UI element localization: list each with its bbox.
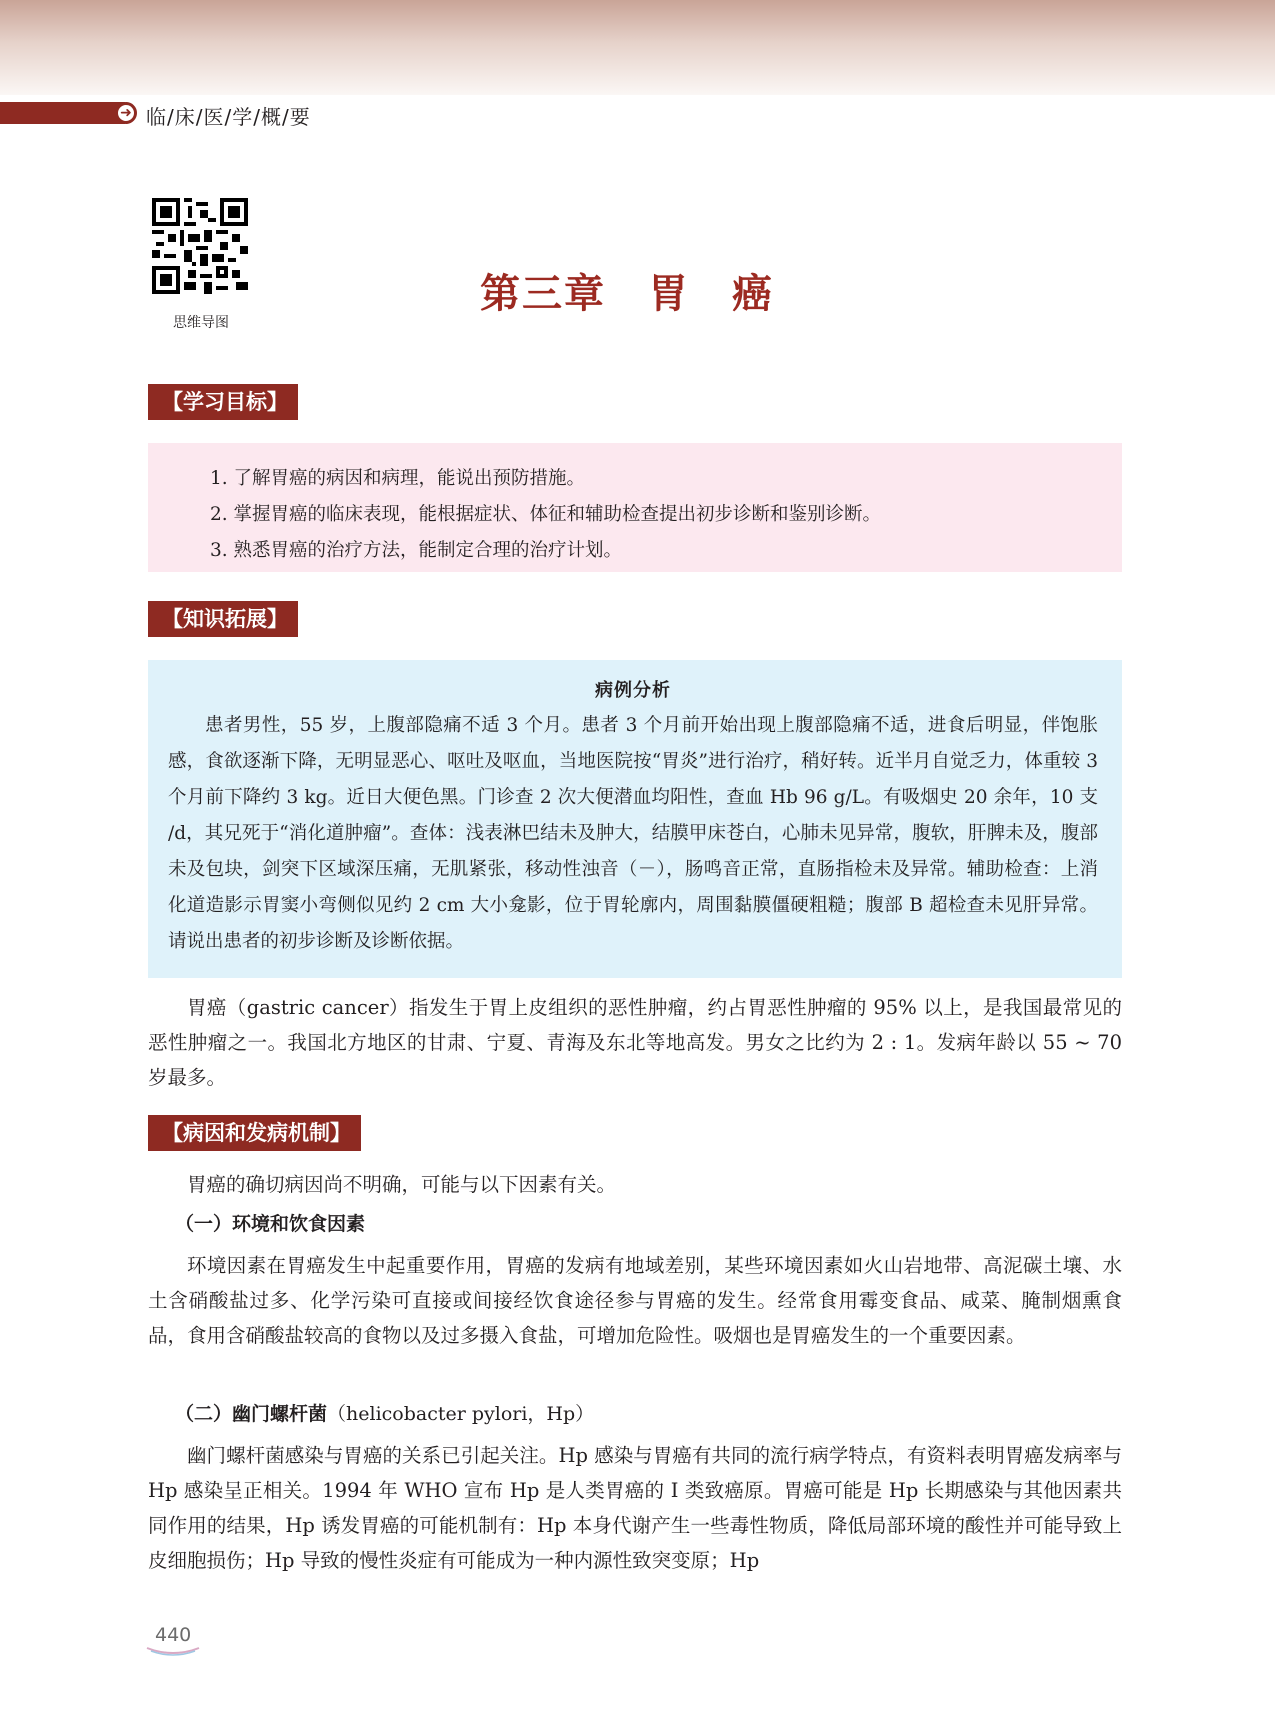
arrow-right-icon: ➜ xyxy=(115,102,137,124)
subsection-title: （二）幽门螺杆菌 xyxy=(175,1403,328,1425)
etiology-lead-paragraph: 胃癌的确切病因尚不明确，可能与以下因素有关。 xyxy=(187,1173,617,1196)
chapter-title: 第三章 胃 癌 xyxy=(480,270,774,317)
running-header-title: 临/床/医/学/概/要 xyxy=(146,105,311,129)
page-number: 440 xyxy=(155,1624,192,1646)
section-tag-etiology: 【病因和发病机制】 xyxy=(148,1115,361,1151)
section-tag-learning-goals: 【学习目标】 xyxy=(148,384,298,420)
case-title: 病例分析 xyxy=(595,680,671,701)
environment-paragraph: 环境因素在胃癌发生中起重要作用，胃癌的发病有地域差别，某些环境因素如火山岩地带、高泥碳土壤、水土含硝酸盐过多、化学污染可直接或间接经饮食途径参与胃癌的发生。经常食用霉变食品、咸菜、腌制烟熏食品，食用含硝酸盐较高的食物以及过多摄入食盐，可增加危险性。吸烟也是胃癌发生的一个重要因素。 xyxy=(148,1254,1122,1347)
goal-item: 1. 了解胃癌的病因和病理，能说出预防措施。 xyxy=(210,468,586,489)
page-swoosh-decoration xyxy=(145,1646,201,1656)
qr-caption: 思维导图 xyxy=(173,315,229,331)
section-tag-knowledge-extension: 【知识拓展】 xyxy=(148,601,298,637)
hp-paragraph: 幽门螺杆菌感染与胃癌的关系已引起关注。Hp 感染与胃癌有共同的流行病学特点，有资料表明胃癌发病率与 Hp 感染呈正相关。1994 年 WHO 宣布 Hp 是人类胃癌的 I 类致癌原。胃癌可能是 Hp 长期感染与其他因素共同作用的结果，Hp 诱发胃癌的可能机制有：Hp 本身代谢产生一些毒性物质，降低局部环境的酸性并可能导致上皮细胞损伤；Hp 导致的慢性炎症有可能成为一种内源性致突变原；Hp xyxy=(148,1444,1122,1572)
learning-goals-box xyxy=(148,443,1122,572)
qr-code-icon xyxy=(152,198,248,294)
subsection-heading-hp xyxy=(175,1397,594,1431)
subsection-heading-environment xyxy=(175,1207,365,1241)
goal-item: 3. 熟悉胃癌的治疗方法，能制定合理的治疗计划。 xyxy=(210,540,623,561)
goal-item: 2. 掌握胃癌的临床表现，能根据症状、体征和辅助检查提出初步诊断和鉴别诊断。 xyxy=(210,504,882,525)
top-decorative-band xyxy=(0,0,1275,95)
subsection-title: （一）环境和饮食因素 xyxy=(175,1213,366,1235)
header-bar xyxy=(0,102,125,124)
case-analysis-box xyxy=(148,660,1122,978)
intro-paragraph: 胃癌（gastric cancer）指发生于胃上皮组织的恶性肿瘤，约占胃恶性肿瘤的 95% 以上，是我国最常见的恶性肿瘤之一。我国北方地区的甘肃、宁夏、青海及东北等地高发。男女之比约为 2 : 1。发病年龄以 55 ~ 70 岁最多。 xyxy=(148,996,1122,1089)
subsection-title-suffix: （helicobacter pylori，Hp） xyxy=(327,1403,595,1425)
case-text: 患者男性，55 岁，上腹部隐痛不适 3 个月。患者 3 个月前开始出现上腹部隐痛不适，进食后明显，伴饱胀感，食欲逐渐下降，无明显恶心、呕吐及呕血，当地医院按“胃炎”进行治疗，稍好转。近半月自觉乏力，体重较 3 个月前下降约 3 kg。近日大便色黑。门诊查 2 次大便潜血均阳性，查血 Hb 96 g/L。有吸烟史 20 余年，10 支 /d，其兄死于“消化道肿瘤”。查体：浅表淋巴结未及肿大，结膜甲床苍白，心肺未见异常，腹软，肝脾未及，腹部未及包块，剑突下区域深压痛，无肌紧张，移动性浊音（－），肠鸣音正常，直肠指检未及异常。辅助检查：上消化道造影示胃窦小弯侧似见约 2 cm 大小龛影，位于胃轮廓内，周围黏膜僵硬粗糙；腹部 B 超检查未见肝异常。请说出患者的初步诊断及诊断依据。 xyxy=(168,715,1098,952)
